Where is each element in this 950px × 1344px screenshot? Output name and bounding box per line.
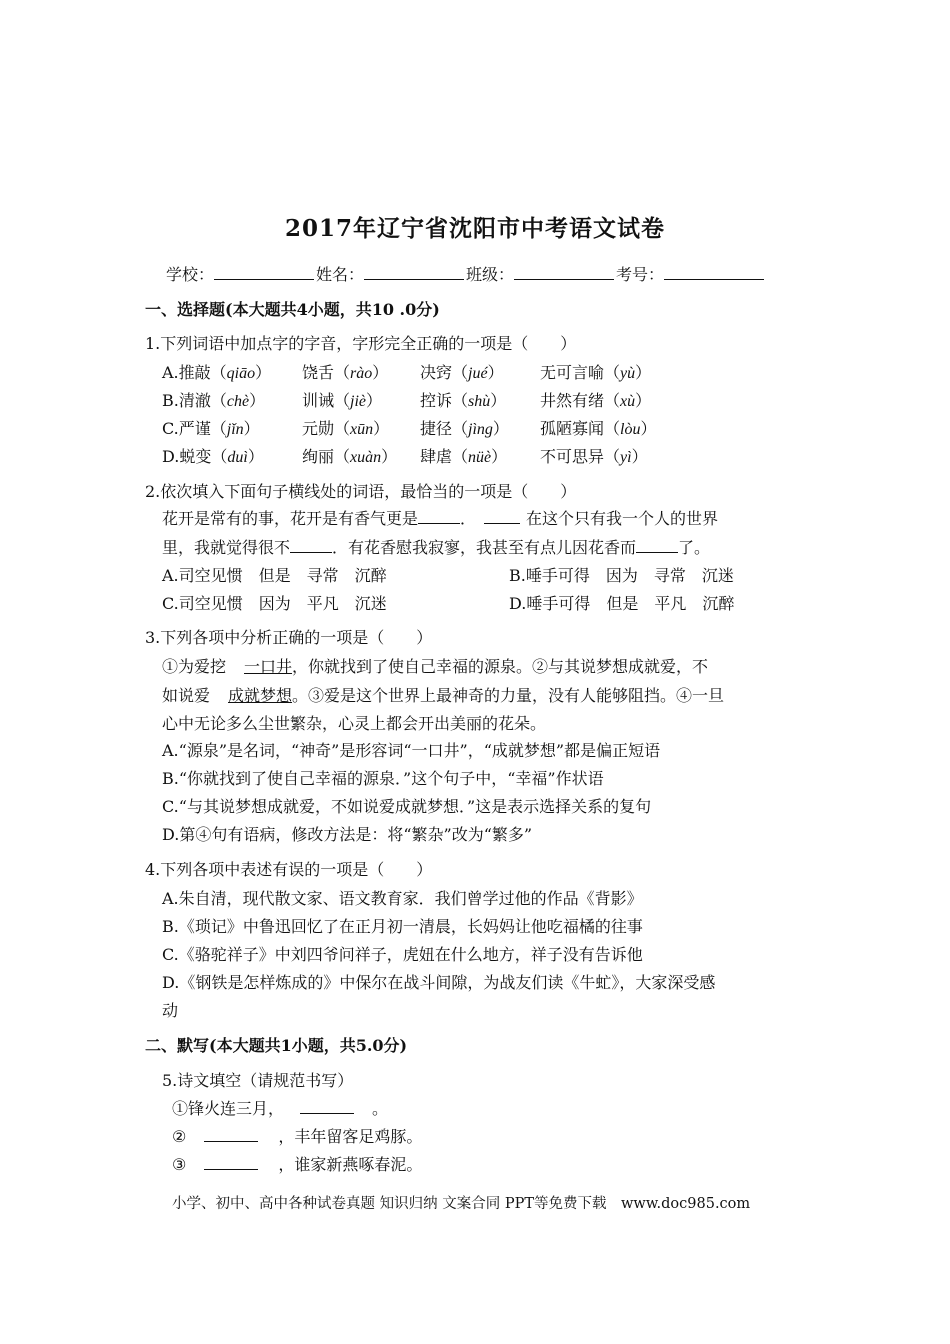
q2-option-b[interactable]: B.唾手可得 因为 寻常 沉迷 [509, 566, 734, 585]
q1-option-label: D. [162, 447, 180, 466]
q1-option-label: C. [162, 419, 179, 438]
q1-word [540, 416, 656, 439]
q1-word-text: 清澈（ [178, 391, 227, 410]
number-label: 考号： [616, 265, 665, 284]
q1-pinyin: qiāo [226, 365, 256, 382]
student-info-row [166, 262, 766, 285]
q2-passage-line2 [162, 535, 710, 558]
q3-option-d[interactable]: D.第④句有语病，修改方法是：将“繁杂”改为“繁多” [162, 825, 533, 844]
q1-word-text: ） [381, 447, 398, 466]
q1-word-text: ） [492, 419, 509, 438]
q5-text: 。 [372, 1099, 389, 1118]
q1-word [302, 444, 397, 467]
school-label: 学校： [166, 265, 215, 284]
q1-pinyin: jǐn [226, 421, 244, 438]
q3-passage-line2 [162, 683, 724, 706]
q1-word [540, 444, 648, 467]
q2-text: ．有花香慰我寂寥，我甚至有点儿因花香而 [332, 538, 637, 557]
q1-word-text: 肆虐（ [420, 447, 469, 466]
q2-text: 在这个只有我一个人的世界 [526, 509, 719, 528]
q1-word-text: 无可言喻（ [540, 363, 621, 382]
q2-text: 了。 [678, 538, 711, 557]
q2-blank-3[interactable] [290, 538, 332, 553]
q1-option-label: B. [162, 391, 179, 410]
q5-text: ③ [172, 1155, 187, 1174]
q2-text: 里，我就觉得很不 [162, 538, 291, 557]
q1-word [420, 388, 506, 411]
q1-pinyin: nüè [468, 449, 492, 466]
q1-word-text: 决窍（ [420, 363, 469, 382]
q3-option-b[interactable]: B.“你就找到了使自己幸福的源泉．”这个句子中，“幸福”作状语 [162, 769, 604, 788]
q1-word-text: 蜕变（ [179, 447, 228, 466]
q1-pinyin: jiè [350, 393, 367, 410]
q5-line-2 [172, 1124, 422, 1147]
section-1-heading: 一、选择题(本大题共4小题，共10 .0分) [145, 300, 440, 319]
page-title: 2017年辽宁省沈阳市中考语文试卷 [284, 215, 665, 242]
q1-word [420, 416, 509, 439]
class-label: 班级： [466, 265, 515, 284]
q1-word-text: ） [243, 419, 260, 438]
q1-word-text: ） [366, 391, 383, 410]
q2-option-c[interactable]: C.司空见惯 因为 平凡 沉迷 [162, 594, 387, 613]
q1-word-text: ） [247, 447, 264, 466]
name-label: 姓名： [316, 265, 365, 284]
q3-text: 如说爱 [162, 686, 211, 705]
q4-option-a[interactable]: A.朱自清，现代散文家、语文教育家．我们曾学过他的作品《背影》 [162, 889, 643, 908]
q1-pinyin: jué [468, 365, 488, 382]
q1-word [302, 388, 382, 411]
q1-word-text: ） [249, 391, 266, 410]
number-blank[interactable] [664, 265, 764, 280]
q1-word-text: ） [631, 447, 648, 466]
q1-word-text: 推敲（ [178, 363, 227, 382]
q1-pinyin: shù [468, 393, 491, 410]
q1-word-text: ） [487, 363, 504, 382]
q2-text: ． [460, 509, 477, 528]
q3-passage-line1 [162, 654, 708, 677]
q4-option-b[interactable]: B.《琐记》中鲁迅回忆了在正月初一清晨，长妈妈让他吃福橘的往事 [162, 917, 643, 936]
q5-blank-1[interactable] [300, 1099, 354, 1114]
q1-word [162, 388, 265, 411]
q1-word [162, 444, 264, 467]
q1-pinyin: lòu [620, 421, 641, 438]
q1-pinyin: chè [226, 393, 250, 410]
q1-word-text: 控诉（ [420, 391, 469, 410]
q2-passage-line1 [162, 506, 718, 529]
q1-word [540, 360, 651, 383]
q5-stem: 5.诗文填空（请规范书写） [162, 1071, 354, 1090]
q1-pinyin: rào [350, 365, 373, 382]
q4-option-c[interactable]: C.《骆驼祥子》中刘四爷问祥子，虎妞在什么地方，祥子没有告诉他 [162, 945, 643, 964]
q1-pinyin: duì [227, 449, 248, 466]
q1-word-text: ） [640, 419, 657, 438]
q1-word [420, 444, 507, 467]
q5-text: ，丰年留客足鸡豚。 [278, 1127, 423, 1146]
name-blank[interactable] [364, 265, 464, 280]
q1-word-text: ） [635, 363, 652, 382]
q3-passage-line3: 心中无论多么尘世繁杂，心灵上都会开出美丽的花朵。 [162, 714, 547, 733]
q1-word-text: ） [373, 419, 390, 438]
q2-text: 花开是常有的事，花开是有香气更是 [162, 509, 419, 528]
q1-word-text: 饶舌（ [302, 363, 351, 382]
q1-word [302, 416, 389, 439]
q3-text: 。③爱是这个世界上最神奇的力量，没有人能够阻挡。④一旦 [292, 686, 725, 705]
q1-word-text: 绚丽（ [302, 447, 351, 466]
q4-option-d-cont: 动 [162, 1001, 179, 1020]
q5-text: ①锋火连三月， [172, 1099, 285, 1118]
q1-word [162, 416, 260, 439]
q1-pinyin: yù [620, 365, 636, 382]
q1-word-text: ） [491, 447, 508, 466]
class-blank[interactable] [514, 265, 614, 280]
q2-stem: 2.依次填入下面句子横线处的词语，最恰当的一项是（ ） [145, 482, 577, 501]
q1-word-text: 严谨（ [178, 419, 227, 438]
footer-watermark: 小学、初中、高中各种试卷真题 知识归纳 文案合同 PPT等免费下载 www.doc985.com [172, 1196, 751, 1212]
section-2-heading: 二、默写(本大题共1小题，共5.0分) [145, 1036, 408, 1055]
q1-word-text: 训诫（ [302, 391, 351, 410]
q2-option-d[interactable]: D.唾手可得 但是 平凡 沉醉 [509, 594, 735, 613]
q1-word-text: 井然有绪（ [540, 391, 621, 410]
q1-option-label: A. [162, 363, 179, 382]
q1-pinyin: jìng [468, 421, 493, 438]
q5-blank-3[interactable] [204, 1155, 258, 1170]
q1-pinyin: xuàn [350, 449, 382, 466]
q1-word-text: ） [490, 391, 507, 410]
q3-text: ①为爱挖 [162, 657, 227, 676]
q1-pinyin: xūn [350, 421, 374, 438]
q5-text: ，谁家新燕啄春泥。 [278, 1155, 423, 1174]
q3-stem: 3.下列各项中分析正确的一项是（ ） [145, 628, 433, 647]
q5-blank-2[interactable] [204, 1127, 258, 1142]
q2-blank-4[interactable] [636, 538, 678, 553]
school-blank[interactable] [214, 265, 314, 280]
q4-option-d[interactable]: D.《钢铁是怎样炼成的》中保尔在战斗间隙，为战友们读《牛虻》，大家深受感 [162, 973, 716, 992]
q5-text: ② [172, 1127, 187, 1146]
q1-word [540, 388, 651, 411]
q1-pinyin: yì [620, 449, 632, 466]
q2-blank-1[interactable] [418, 509, 460, 524]
q1-word-text: 元勋（ [302, 419, 351, 438]
q5-line-3 [172, 1152, 422, 1175]
q3-option-a[interactable]: A.“源泉”是名词，“神奇”是形容词“一口井”，“成就梦想”都是偏正短语 [162, 741, 661, 760]
q2-option-a[interactable]: A.司空见惯 但是 寻常 沉醉 [162, 566, 387, 585]
q1-word-text: 孤陋寡闻（ [540, 419, 621, 438]
q1-word-text: ） [372, 363, 389, 382]
q1-word [420, 360, 504, 383]
q1-stem: 1.下列词语中加点字的字音，字形完全正确的一项是（ ） [145, 334, 577, 353]
q2-blank-2[interactable] [484, 509, 520, 524]
q1-word-text: ） [255, 363, 272, 382]
q1-pinyin: xù [620, 393, 636, 410]
q3-underlined-phrase: 成就梦想 [228, 686, 293, 705]
q5-line-1 [172, 1096, 388, 1119]
q1-word-text: 不可思异（ [540, 447, 621, 466]
q3-text: ，你就找到了使自己幸福的源泉。②与其说梦想成就爱，不 [292, 657, 709, 676]
q1-word [302, 360, 388, 383]
q1-word [162, 360, 271, 383]
q3-option-c[interactable]: C.“与其说梦想成就爱，不如说爱成就梦想．”这是表示选择关系的复句 [162, 797, 652, 816]
q3-underlined-phrase: 一口井 [244, 657, 293, 676]
q4-stem: 4.下列各项中表述有误的一项是（ ） [145, 860, 433, 879]
q1-word-text: ） [635, 391, 652, 410]
q1-word-text: 捷径（ [420, 419, 469, 438]
